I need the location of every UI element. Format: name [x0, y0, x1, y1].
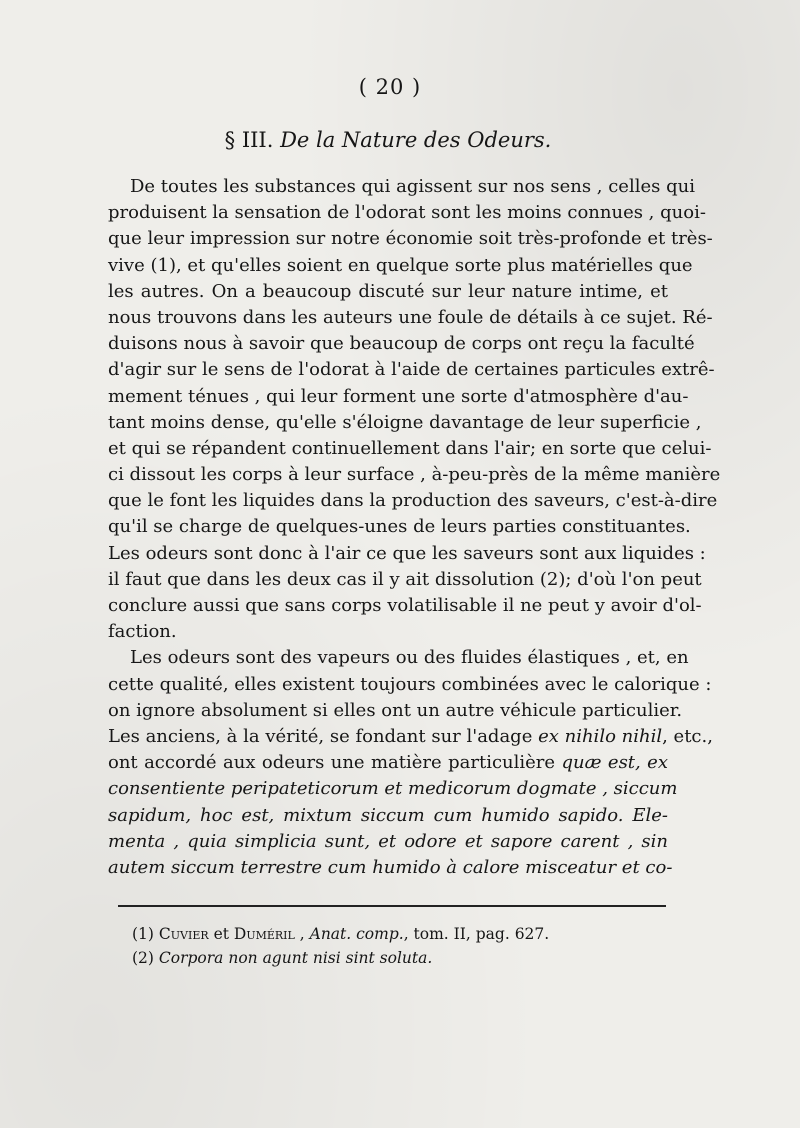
text-line — [108, 724, 713, 750]
footnotes — [132, 922, 652, 970]
text-span: et — [208, 925, 234, 943]
text-line: qu'il se charge de quelques-unes de leurs parties constituantes. — [108, 516, 691, 538]
footnote-mark: (2) — [132, 949, 154, 967]
text-line: les autres. On a beaucoup discuté sur leur nature intime, et — [108, 280, 668, 302]
text-line: tant moins dense, qu'elle s'éloigne davantage de leur superficie , — [108, 411, 702, 433]
text-line: et qui se répandent continuellement dans l'air; en sorte que celui- — [108, 437, 712, 459]
footnote-1 — [132, 922, 652, 946]
text-span: Les anciens, à la vérité, se fondant sur l'adage — [108, 725, 533, 747]
text-line — [108, 855, 673, 881]
section-number: § III. — [224, 128, 274, 152]
text-line: De toutes les substances qui agissent sur nos sens , celles qui — [130, 176, 695, 197]
footnote-mark: (1) — [132, 925, 154, 943]
text-line: duisons nous à savoir que beaucoup de corps ont reçu la faculté — [108, 333, 695, 355]
footnote-2 — [132, 946, 652, 970]
text-line: faction. — [108, 621, 177, 643]
text-line: ci dissout les corps à leur surface , à-peu-près de la même manière — [108, 464, 721, 486]
text-line: Les odeurs sont des vapeurs ou des fluides élastiques , et, en — [130, 647, 689, 669]
text-span: ont accordé aux odeurs une matière particulière — [108, 752, 556, 774]
text-line: Les odeurs sont donc à l'air ce que les saveurs sont aux liquides : — [108, 542, 706, 564]
text-line: que leur impression sur notre économie soit très-profonde et très- — [108, 228, 713, 250]
latin-phrase: autem siccum terrestre cum humido à calore misceatur et co- — [108, 856, 673, 878]
latin-phrase: quæ est, ex — [561, 752, 668, 774]
text-line: on ignore absolument si elles ont un autre véhicule particulier. — [108, 699, 683, 721]
text-line: vive (1), et qu'elles soient en quelque sorte plus matérielles que — [108, 254, 693, 276]
text-line: que le font les liquides dans la production des saveurs, c'est-à-dire — [108, 490, 718, 512]
section-heading — [0, 128, 776, 152]
footnote-rule — [118, 905, 666, 907]
work-title: Anat. comp. — [309, 925, 404, 943]
section-title: De la Nature des Odeurs. — [280, 128, 552, 152]
text-line — [108, 776, 678, 802]
latin-phrase: consentiente peripateticorum et medicorum dogmate , siccum — [108, 778, 678, 800]
text-line: produisent la sensation de l'odorat sont les moins connues , quoi- — [108, 202, 706, 224]
text-line: d'agir sur le sens de l'odorat à l'aide de certaines particules extrê- — [108, 359, 715, 381]
text-line: conclure aussi que sans corps volatilisable il ne peut y avoir d'ol- — [108, 595, 702, 616]
text-line: cette qualité, elles existent toujours combinées avec le calorique : — [108, 673, 712, 695]
text-span: , — [294, 925, 310, 943]
text-line — [108, 829, 668, 855]
text-line: nous trouvons dans les auteurs une foule de détails à ce sujet. Ré- — [108, 306, 713, 328]
text-line — [108, 750, 668, 776]
author-name: Duméril — [233, 925, 295, 943]
latin-phrase: ex nihilo nihil — [538, 725, 663, 747]
text-span: , etc., — [662, 725, 713, 747]
latin-phrase: menta , quia simplicia sunt, et odore et sapore carent , sin — [108, 830, 668, 852]
text-span: , tom. II, pag. 627. — [403, 925, 550, 943]
text-line: mement ténues , qui leur forment une sorte d'atmosphère d'au- — [108, 385, 689, 407]
latin-phrase: sapidum, hoc est, mixtum siccum cum humido sapido. Ele- — [108, 804, 668, 826]
text-line — [108, 803, 668, 829]
body-text — [108, 174, 721, 881]
author-name: Cuvier — [158, 925, 209, 943]
page-number: ( 20 ) — [358, 75, 422, 99]
text-line: il faut que dans les deux cas il y ait dissolution (2); d'où l'on peut — [108, 568, 702, 590]
footnote-text: Corpora non agunt nisi sint soluta. — [158, 949, 433, 967]
